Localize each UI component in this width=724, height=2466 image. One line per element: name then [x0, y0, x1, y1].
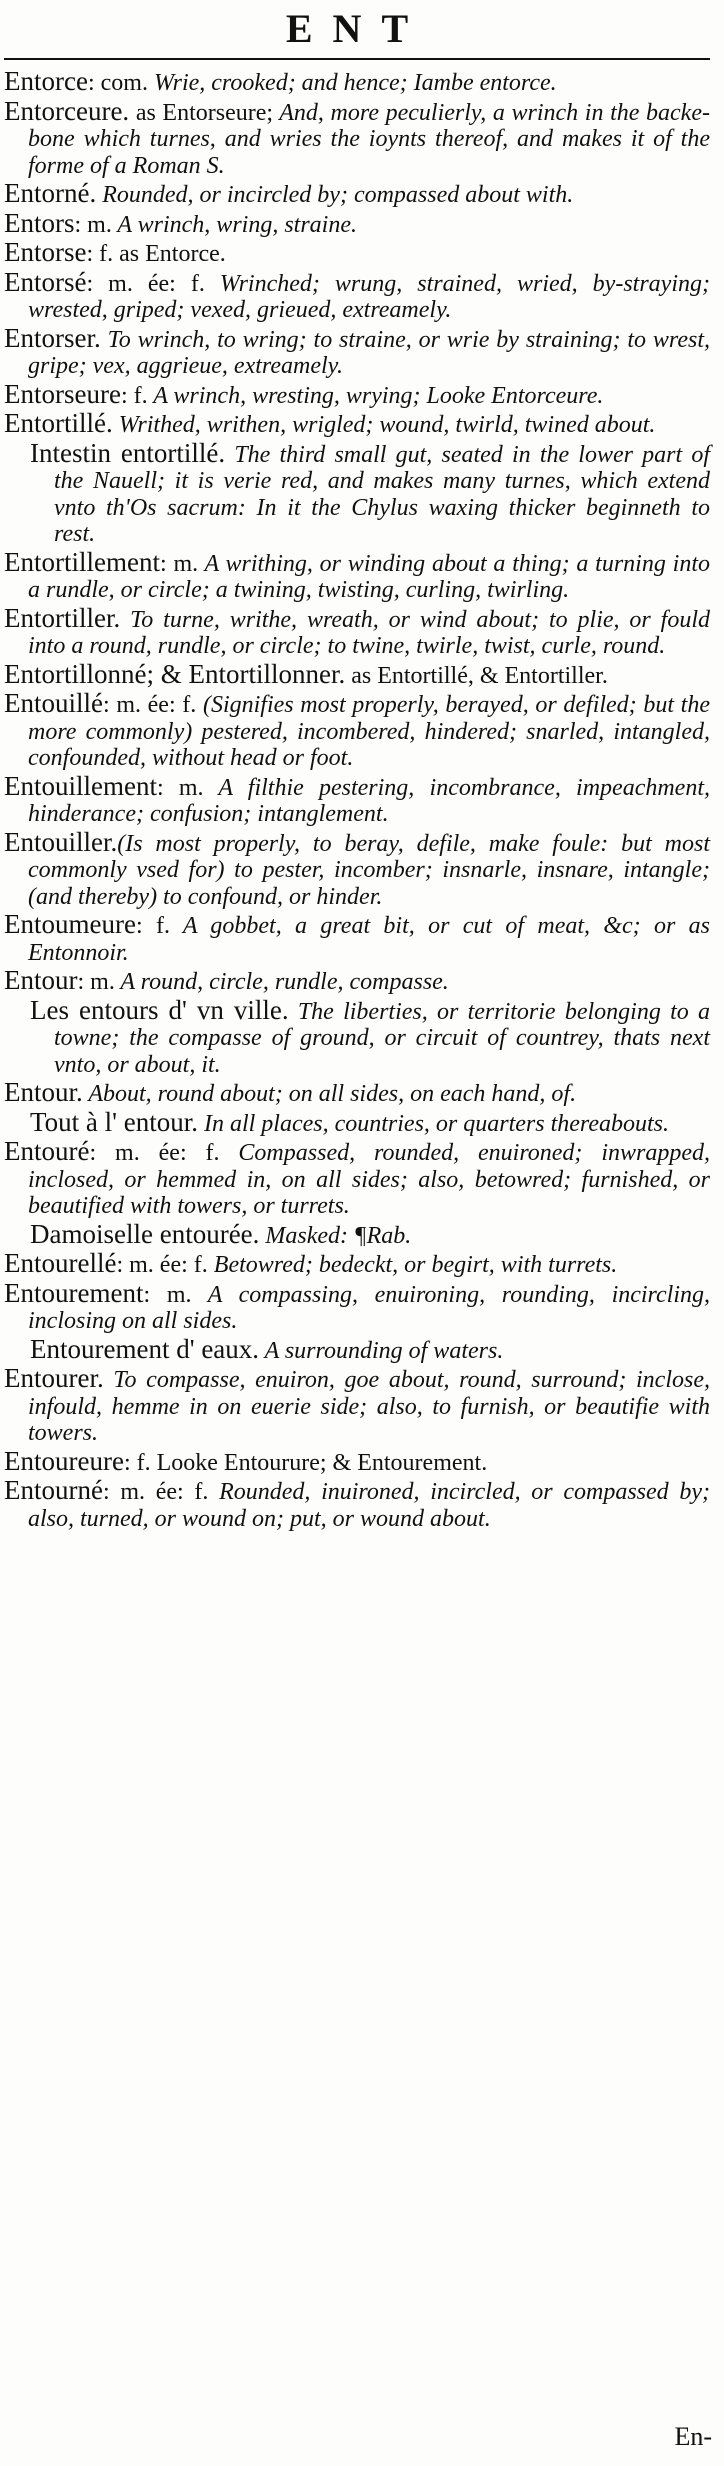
- headword: Entorsé: [4, 266, 87, 297]
- grammar-note: : m. ée: f.: [102, 1479, 209, 1505]
- definition: A compassing, enuironing, rounding, incircling, inclosing on all sides.: [28, 1281, 710, 1334]
- definition: A filthie pestering, incombrance, impeachment, hinderance; confusion; intanglement.: [28, 774, 710, 827]
- grammar-note: as Entorseure;: [129, 99, 274, 126]
- headword: Entourer.: [4, 1363, 104, 1393]
- dictionary-entry: [4, 1138, 710, 1220]
- headword: Entorce: [4, 66, 88, 96]
- catchword: En-: [674, 2422, 712, 2451]
- headword: Entorser.: [4, 322, 101, 353]
- header-rule: [4, 58, 710, 60]
- headword: Entourellé: [4, 1248, 117, 1278]
- headword: Entortiller.: [4, 602, 121, 633]
- sub-entry: [4, 1333, 710, 1365]
- dictionary-entry: [4, 180, 710, 209]
- definition: A writhing, or winding about a thing; a turning into a rundle, or circle; a twining, twisting, curling, twirling.: [28, 550, 710, 603]
- grammar-note: : m. ée: f.: [86, 270, 205, 297]
- dictionary-entry: [4, 826, 710, 911]
- definition: Wrinched; wrung, strained, wried, by-straying; wrested, griped; vexed, grieued, extreamely.: [28, 270, 710, 323]
- headword: Entoumeure: [4, 909, 136, 939]
- headword: Entouillé: [4, 688, 103, 718]
- grammar-note: : m. ée: f.: [102, 692, 197, 718]
- headword: Entouillement: [4, 770, 157, 801]
- grammar-note: as Entortillé, & Entortiller.: [345, 662, 608, 689]
- definition: Writhed, writhen, wrigled; wound, twirld, twined about.: [112, 412, 656, 438]
- definition: A surrounding of waters.: [259, 1337, 504, 1364]
- definition: A gobbet, a great bit, or cut of meat, &c; or as Entonnoir.: [28, 913, 710, 966]
- definition: Betowred; bedeckt, or begirt, with turrets.: [207, 1252, 618, 1278]
- definition: Compassed, rounded, enuironed; inwrapped, inclosed, or hemmed in, on all sides; also, betowred; furnished, or beautified with towers, or turrets.: [28, 1140, 710, 1219]
- grammar-note: : m.: [159, 550, 199, 577]
- grammar-note: : m.: [156, 774, 204, 801]
- definition: In all places, countries, or quarters thereabouts.: [197, 1110, 670, 1137]
- definition: Rounded, or incircled by; compassed about with.: [96, 182, 574, 208]
- dictionary-entry: [4, 1445, 710, 1477]
- definition: To wrinch, to wring; to straine, or wrie by straining; to wrest, gripe; vex, aggrieue, extreamely.: [28, 326, 710, 379]
- definition: Wrie, crooked; and hence; Iambe entorce.: [147, 70, 557, 96]
- definition: And, more peculierly, a wrinch in the backe-bone which turnes, and wries the ioynts thereof, and makes it of the forme of a Roman S.: [28, 99, 710, 179]
- dictionary-entry: [4, 1277, 710, 1335]
- dictionary-entry: [4, 95, 710, 180]
- headword: Entortillement: [4, 546, 160, 577]
- definition: (Is most properly, to beray, defile, make foule: but most commonly vsed for) to pester, incomber; insnarle, insnare, intangle; (and thereby) to confound, or hinder.: [28, 830, 710, 910]
- grammar-note: : f.: [135, 913, 170, 939]
- headword: Entortillonné; & Entortillonner.: [4, 658, 346, 689]
- definition: The liberties, or territorie belonging to a towne; the compasse of ground, or circuit of countrey, thats next vnto, or about, it.: [54, 998, 710, 1078]
- dictionary-entry: [4, 68, 710, 97]
- dictionary-entry: [4, 546, 710, 604]
- grammar-note: : f. Looke Entourure; & Entourement.: [123, 1449, 488, 1476]
- dictionary-entry: [4, 207, 710, 239]
- headword: Entorné.: [4, 178, 97, 208]
- headword: Entorse: [4, 237, 87, 267]
- sub-entry: [4, 437, 711, 548]
- definition: To turne, writhe, wreath, or wind about; to plie, or fould into a round, rundle, or circle; to twine, twirle, twist, curle, round.: [28, 606, 710, 659]
- grammar-note: : m.: [77, 969, 115, 995]
- grammar-note: : com.: [87, 70, 148, 96]
- definition: The third small gut, seated in the lower part of the Nauell; it is verie red, and makes many turnes, which extend vnto th'Os sacrum: In it the Chylus waxing thicker beginneth to rest.: [54, 441, 711, 547]
- headword: Entourement d' eaux.: [30, 1333, 260, 1364]
- headword: Tout à l' entour.: [30, 1106, 198, 1137]
- dictionary-entry: [4, 322, 710, 380]
- definition: About, round about; on all sides, on each hand, of.: [82, 1081, 577, 1107]
- headword: Entorceure.: [4, 95, 130, 126]
- grammar-note: : m. ée: f.: [116, 1252, 208, 1278]
- running-head: ENT: [285, 6, 429, 51]
- headword: Entourement: [4, 1277, 144, 1308]
- sub-entry: [4, 994, 710, 1079]
- dictionary-entry: [4, 1365, 710, 1447]
- definition: A round, circle, rundle, compasse.: [114, 969, 449, 995]
- definition: A wrinch, wresting, wrying; Looke Entorceure.: [147, 382, 604, 409]
- dictionary-entry: [4, 770, 710, 828]
- grammar-note: : m.: [143, 1281, 192, 1308]
- dictionary-entry: [4, 378, 710, 410]
- dictionary-entry: [4, 410, 710, 439]
- headword: Entoureure: [4, 1445, 124, 1476]
- headword: Entourné: [4, 1475, 103, 1505]
- definition: (Signifies most properly, berayed, or defiled; but the more commonly) pestered, incombered, hindered; snarled, intangled, confounded, without head or foot.: [28, 692, 710, 771]
- dictionary-entry: [4, 690, 710, 772]
- headword: Entouiller.: [4, 826, 118, 857]
- dictionary-entry: [4, 658, 710, 690]
- headword: Entour: [4, 965, 78, 995]
- dictionary-entry: [4, 967, 710, 996]
- headword: Intestin entortillé.: [30, 437, 226, 468]
- grammar-note: : m. ée: f.: [89, 1140, 220, 1166]
- headword: Entors: [4, 207, 75, 238]
- headword: Entorseure: [4, 378, 121, 409]
- definition: To compasse, enuiron, goe about, round, surround; inclose, infould, hemme in on euerie side; also, to furnish, or beautifie with towers.: [28, 1367, 710, 1446]
- headword: Entouré: [4, 1136, 90, 1166]
- dictionary-entry: [4, 266, 710, 324]
- dictionary-entry: [4, 1477, 710, 1532]
- definition: Rounded, inuironed, incircled, or compassed by; also, turned, or wound on; put, or wound about.: [28, 1479, 710, 1532]
- headword: Entortillé.: [4, 408, 113, 438]
- definition: A wrinch, wring, straine.: [111, 211, 357, 238]
- headword: Damoiselle entourée.: [30, 1218, 260, 1249]
- headword: Les entours d' vn ville.: [30, 994, 289, 1025]
- headword: Entour.: [4, 1077, 83, 1107]
- grammar-note: : f. as Entorce.: [86, 241, 226, 267]
- dictionary-entry: [4, 239, 710, 268]
- sub-entry: [4, 1106, 710, 1138]
- dictionary-entry: [4, 1250, 710, 1279]
- grammar-note: : f.: [120, 382, 148, 409]
- sub-entry: [4, 1218, 710, 1250]
- dictionary-entry: [4, 911, 710, 966]
- entries-list: [4, 68, 710, 1532]
- dictionary-entry: [4, 1079, 710, 1108]
- definition: Masked: ¶Rab.: [259, 1222, 412, 1249]
- grammar-note: : m.: [74, 211, 112, 238]
- dictionary-entry: [4, 602, 710, 660]
